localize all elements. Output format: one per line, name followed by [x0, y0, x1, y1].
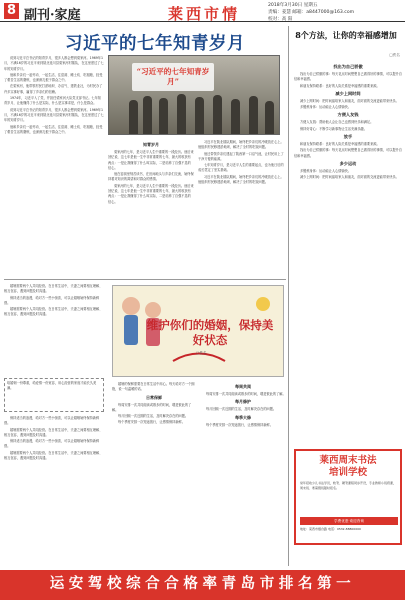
- marriage-article-right: [200, 382, 286, 566]
- section-divider: [4, 279, 286, 280]
- right-byline: □佚名: [389, 53, 400, 57]
- subhead: 减少上网时间: [335, 90, 361, 96]
- main-headline: 习近平的七年知青岁月: [65, 34, 245, 54]
- reporter-info: 校对：高 阳: [268, 17, 293, 22]
- quote-box: [4, 378, 104, 412]
- paragraph: 找出为自己骄傲的事：每天花点时间想想自己做得好的事情，可以提升自信和幸福感。: [294, 148, 402, 158]
- paragraph: 和朋友保持联系：良好的人际关系是幸福感的重要来源。: [300, 83, 380, 88]
- subhead: 每周共阅: [235, 384, 251, 389]
- paragraph: 和朋友保持联系：良好的人际关系是幸福感的重要来源。: [300, 142, 380, 147]
- marriage-article-left-2: [4, 416, 104, 566]
- paragraph: 说到习近平总书记的知青岁月，很多人都会想到梁家河。1969年1月，不满16岁的习近平来到陕北延川县梁家河村插队，在这里度过了七年的知青岁月。: [4, 56, 104, 71]
- main-article-col-c: [198, 140, 284, 275]
- main-article-col-a: [4, 56, 104, 274]
- column-divider: [288, 26, 289, 566]
- dateline: [268, 2, 354, 23]
- subhead: 知青岁月: [143, 142, 159, 147]
- section-title: 副刊·家庭: [24, 8, 81, 23]
- paragraph: 每月回顾一次近期的生活，及时解决存在的问题。: [118, 414, 189, 419]
- paragraph: 七年知青岁月，是习近平人生的重要起点，也为他日后的成长奠定了坚实基础。: [198, 163, 284, 173]
- paper-name: 莱西市情: [168, 5, 241, 23]
- paragraph: 婚姻的保鲜需要在日常生活中用心。每天给对方一个拥抱，说一句温暖的话。: [112, 382, 195, 392]
- cartoon-byline: □佚名: [196, 351, 207, 355]
- paragraph: 婚姻需要两个人共同经营。在日常生活中，夫妻之间要相互理解、相互包容，遇到问题及时沟通。: [4, 284, 103, 294]
- subhead: 找出为自己骄傲: [333, 64, 363, 69]
- paragraph: 每个季度安排一次短途旅行，让感情保持新鲜。: [118, 420, 185, 425]
- subhead: 方便人友钱: [337, 112, 359, 118]
- paragraph: 多锻炼身体：运动能让人心情愉快。: [300, 105, 351, 110]
- paragraph: 习近平在陕北插队期间，始终把乡亲们的冷暖放在心上。他组织村民修建淤地坝，解决了全村的吃饭问题。: [198, 140, 284, 150]
- subhead: 每月修护: [235, 399, 251, 405]
- paragraph: 他和乡亲们一起劳动、一起生活，住窑洞、睡土炕、吃粗粮，经受了艰苦生活的磨炼，也深深扎根于群众之中。: [4, 72, 103, 83]
- page-header: [0, 0, 405, 22]
- paragraph: 每月回顾一次近期的生活，及时解决存在的问题。: [206, 407, 277, 412]
- subhead: 放手: [343, 134, 353, 140]
- paragraph: 在梁家河，他带领村民打淤地坝、办沼气、建铁业社，为村民办了许多实事好事，赢得了乡亲们的信赖。: [4, 84, 103, 94]
- paragraph: 婚姻需要两个人共同经营。在日常生活中，夫妻之间要相互理解、相互包容，遇到问题及时沟通。: [4, 450, 103, 461]
- paragraph: 减少上网时间：把时间留给家人和朋友，面对面的交流更能带来快乐。: [300, 98, 399, 103]
- right-article-body: [294, 62, 402, 442]
- date: 2018年3月30日 星期五: [268, 3, 318, 8]
- right-headline: 8个方法，让你的幸福感增加: [295, 30, 397, 40]
- subhead: 日常保鲜: [146, 394, 162, 400]
- school-advertisement[interactable]: [294, 449, 402, 545]
- paragraph: 每个季度安排一次短途旅行，让感情保持新鲜。: [206, 422, 273, 427]
- editor-info: 责编：姜慧 邮箱：a8447000@163.com: [268, 10, 355, 15]
- paragraph: 保持好奇心：不断学习新事物让生活充满乐趣。: [300, 126, 367, 131]
- paragraph: 多锻炼身体：运动能让人心情愉快。: [300, 168, 351, 173]
- paragraph: 1974年，习近平入了党，并担任梁家河大队党支部书记。七年知青岁月，让他懂得了什么是实际，什么是实事求是，什么是群众。: [4, 96, 101, 106]
- subhead: 多少运动: [339, 160, 357, 166]
- paragraph: 找出为自己骄傲的事：每天花点时间想想自己做得好的事情，可以提升自信和幸福感。: [294, 72, 402, 82]
- ad-body: 常年招收少儿书法学员，软笔、硬笔课程同步开设，专业教师小班授课，周末班、寒暑假班随时报名。: [300, 481, 397, 490]
- paragraph: 保持适当的浪漫，给对方一些小惊喜，可以让婚姻始终保持新鲜感。: [4, 439, 100, 449]
- cartoon-headline: 维护你们的婚姻，保持美好状态: [146, 318, 274, 347]
- paragraph: 梁家河的七年，是习近平人生中重要的一段经历。他后来回忆说，这七年是他一生中非常重要的七年，最大的收获有两点：一是让我懂得了什么叫实际，二是培养了自强不息的信心。: [108, 183, 194, 204]
- paragraph: 他和乡亲们一起劳动、一起生活，住窑洞、睡土炕、吃粗粮，经受了艰苦生活的磨炼，也深深扎根于群众之中。: [4, 124, 103, 134]
- paragraph: 他还带领乡亲们建起了陕西第一口沼气池，让村民用上了干净方便的能源。: [198, 151, 284, 161]
- paragraph: 他在窑洞里刻苦读书，在田间地头与乡亲们交流，始终保持着对知识的渴望和对群众的感情。: [108, 172, 194, 182]
- paragraph: 保持适当的浪漫，给对方一些小惊喜，可以让婚姻始终保持新鲜感。: [4, 295, 100, 305]
- paragraph: 习近平在陕北插队期间，始终把乡亲们的冷暖放在心上。他组织村民修建淤地坝，解决了全村的吃饭问题。: [198, 174, 284, 185]
- quote-text: 给婚姻一份尊重，给爱情一份宽容，用心经营的家庭才能长久美满。: [7, 381, 97, 391]
- ad-title: 莱西周末书法: [319, 455, 377, 466]
- marriage-article-left: [4, 284, 104, 376]
- paragraph: 婚姻需要两个人共同经营。在日常生活中，夫妻之间要相互理解、相互包容，遇到问题及时沟通。: [4, 307, 103, 317]
- ad-badge: 学费优惠·欢迎咨询: [300, 517, 398, 525]
- subhead: 每季大修: [235, 414, 251, 420]
- banner-text: 运安驾校综合合格率青岛市排名第一: [49, 576, 356, 592]
- ad-title-line2: 培训学校: [328, 467, 367, 478]
- photo-caption: “习近平的七年知青岁月”: [132, 63, 214, 91]
- paragraph: 说到习近平总书记的知青岁月，很多人都会想到梁家河。1969年1月，不满16岁的习近平来到陕北延川县梁家河村插队，在这里度过了七年的知青岁月。: [4, 107, 104, 123]
- paragraph: 方便人友钱：帮助他人会让自己也感到快乐和满足。: [300, 120, 374, 125]
- ad-contact: 地址：莱西市烟台路 电话：0532-88800000: [300, 527, 361, 531]
- main-article-col-b: [108, 140, 194, 275]
- paragraph: 婚姻需要两个人共同经营。在日常生活中，夫妻之间要相互理解、相互包容，遇到问题及时沟通。: [4, 427, 103, 437]
- paragraph: 梁家河的七年，是习近平人生中重要的一段经历。他后来回忆说，这七年是他一生中非常重要的七年，最大的收获有两点：一是让我懂得了什么叫实际，二是培养了自强不息的信心。: [108, 150, 194, 170]
- paragraph: 每周安排一次共同阅读或散步的时间，增进彼此的了解。: [206, 392, 286, 396]
- marriage-article-mid: [112, 382, 196, 566]
- paragraph: 保持适当的浪漫，给对方一些小惊喜，可以让婚姻始终保持新鲜感。: [4, 416, 100, 426]
- paragraph: 减少上网时间：把时间留给家人和朋友，面对面的交流更能带来快乐。: [300, 175, 399, 180]
- paragraph: 每周安排一次共同阅读或散步的时间，增进彼此的了解。: [112, 402, 192, 412]
- page-number: 8: [4, 3, 19, 19]
